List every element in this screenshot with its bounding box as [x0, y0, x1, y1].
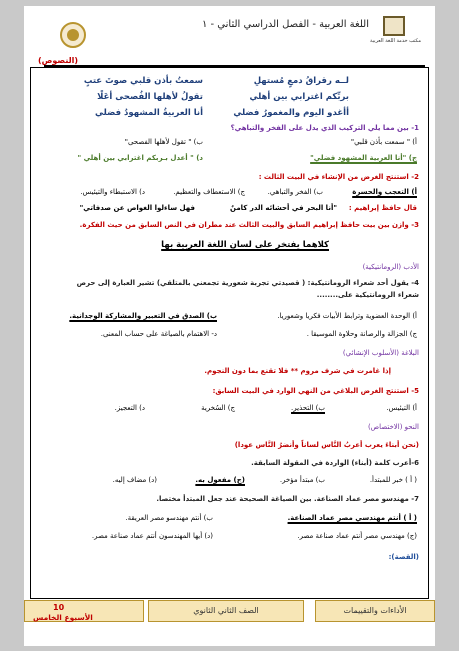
q2-option-c[interactable]: ج) الاستعطاف والتعظيم. — [173, 188, 245, 196]
week-label: الأسبوع الخامس — [33, 613, 93, 622]
q4-text-2: شعراء الرومانتيكية على........ — [316, 291, 419, 299]
q7-option-c[interactable]: (ج) مهندسي مصر أنتم عماد صناعة مصر. — [297, 532, 417, 540]
verse-5: إذا غامرت في شرف مروم ** فلا تقنع بما دون النجوم. — [204, 367, 391, 375]
q4-option-b[interactable]: ب) الصدق في التعبير والمشاركة الوجدانية. — [69, 312, 217, 320]
q1-text: 1- بين مما يلي التركيب الذي يدل على الفخر والتباهي؟ — [230, 124, 419, 132]
saying: (نحن أبناءَ يعرب أعربُ النَّاس لساناً وأنضرُ النَّاس عودا) — [234, 441, 419, 449]
q6-text: 6-أعرب كلمة (أبناء) الواردة في المقولة السابقة. — [251, 459, 419, 467]
q7-option-b[interactable]: ب) أنتم مهندسو مصر العريقة. — [125, 514, 213, 522]
q5-text: 5- استنتج الغرض البلاغي من النهي الوارد في البيت السابق: — [212, 387, 419, 395]
poem-line-1a: سمعتُ بأذن قلبي صوتَ عتبٍ — [83, 76, 203, 86]
q4-option-d[interactable]: د- الاهتمام بالصياغة على حساب المعنى. — [100, 330, 217, 338]
poem-line-1b: لــه رقراقُ دمعٍ مُستهلِ — [253, 76, 349, 86]
page-number: 10 — [53, 603, 65, 612]
q2-option-b[interactable]: ب) الفخر والتباهي. — [267, 188, 323, 196]
quote-line-1: "أنا البحر في أحشائه الدر كامنٌ — [230, 204, 337, 212]
footer-middle — [148, 600, 304, 622]
q5-option-a[interactable]: أ) التيئيس. — [386, 404, 417, 412]
worksheet-page — [24, 6, 435, 646]
quote-line-2: فهل ساءلوا الغواص عن صدفاتي" — [79, 204, 195, 212]
footer — [24, 600, 435, 646]
q7-option-d[interactable]: (د) أيها المهندسون أنتم عماد صناعة مصر. — [91, 532, 213, 540]
ministry-name: مكتب خدمة اللغة العربية — [369, 38, 421, 44]
subject-title: اللغة العربية - الفصل الدراسي الثاني - ١ — [201, 19, 369, 30]
q2-option-d[interactable]: د) الاستبطاء والتيئيس. — [80, 188, 145, 196]
q4-option-a[interactable]: أ) الوحدة العضوية وترابط الأبيات فكريا وشعوريا. — [277, 312, 417, 320]
ministry-logo-icon — [383, 16, 405, 36]
story-title: (القصة): — [388, 553, 419, 561]
poem-line-3a: أنا العربيةُ المشهودُ فضلي — [95, 108, 203, 118]
q4-option-c[interactable]: ج) الجزالة والرصانة وحلاوة الموسيقا . — [306, 330, 417, 338]
q2-option-a[interactable]: أ) التعجب والحسرة — [352, 188, 417, 196]
footer-right — [315, 600, 435, 622]
q5-option-b[interactable]: ب) التحذير. — [291, 404, 325, 412]
header — [24, 6, 435, 64]
section-title: (النصوص) — [38, 56, 78, 65]
q2-text: 2- استنتج الغرض من الإنشاء في البيت الثالث : — [258, 173, 419, 181]
q6-option-b[interactable]: ب) مبتدأ مؤخر. — [279, 476, 325, 484]
footer-right-text: الأداءات والتقييمات — [343, 606, 407, 615]
q6-option-c[interactable]: (ج) مفعول به. — [195, 476, 245, 484]
q4-text-1: 4- يقول أحد شعراء الرومانتيكية: ( قصيدتي تجربة شعورية تجمعني بالمتلقي) تشير العبارة إلى حرص — [76, 279, 419, 287]
q5-option-c[interactable]: ج) السُخرية — [201, 404, 235, 412]
poem-line-2a: تقولُ لأهلها الفُصحى أعَلًا — [97, 92, 203, 102]
q1-option-d[interactable]: د) " أعدل بـربكم اغترابي بين أهلي " — [77, 154, 203, 162]
q1-option-c[interactable]: ج) "أنا العربية المشهود فضلي" — [310, 154, 417, 162]
footer-grade: الصف الثاني الثانوي — [193, 606, 259, 615]
rhet-title: البلاغة (الأسلوب الإنشائي) — [342, 349, 419, 357]
lit-title: الأدب (الرومانتيكية) — [362, 263, 419, 271]
poem-line-3b: أأغدو اليوم والمغمورُ فضلي — [233, 108, 349, 118]
seal-icon — [60, 22, 86, 48]
q1-option-b[interactable]: ب) " تقول لأهلها الفصحى" — [124, 138, 203, 146]
quote-lead: قال حافظ إبراهيم : — [348, 204, 417, 212]
q7-option-a[interactable]: ( أ ) أنتم مهندسي مصر عماد الصناعة. — [287, 514, 417, 522]
gram-title: النحو (الاختصاص) — [367, 423, 419, 431]
q5-option-d[interactable]: د) التعجيز. — [114, 404, 145, 412]
poem-line-2b: بربِّكم اغترابي بين أهلي — [249, 92, 349, 102]
q7-text: 7- مهندسو مصر عماد الصناعة. بين الصياغة الصحيحة عند جعل المبتدأ مختصا. — [156, 495, 419, 503]
q3-text: 3- وازن بين بيت حافظ إبراهيم السابق والبيت الثالث عند مطران في النص السابق من حيث الفكرة. — [79, 221, 419, 229]
footer-left — [24, 600, 144, 622]
q3-answer: كلاهما يفتخر على لسان اللغة العربية بها — [161, 240, 329, 250]
q6-option-d[interactable]: (د) مضاف إليه. — [112, 476, 157, 484]
q6-option-a[interactable]: ( أ ) خبر للمبتدأ. — [369, 476, 417, 484]
q1-option-a[interactable]: أ) " سمعت بأذن قلبي" — [350, 138, 417, 146]
